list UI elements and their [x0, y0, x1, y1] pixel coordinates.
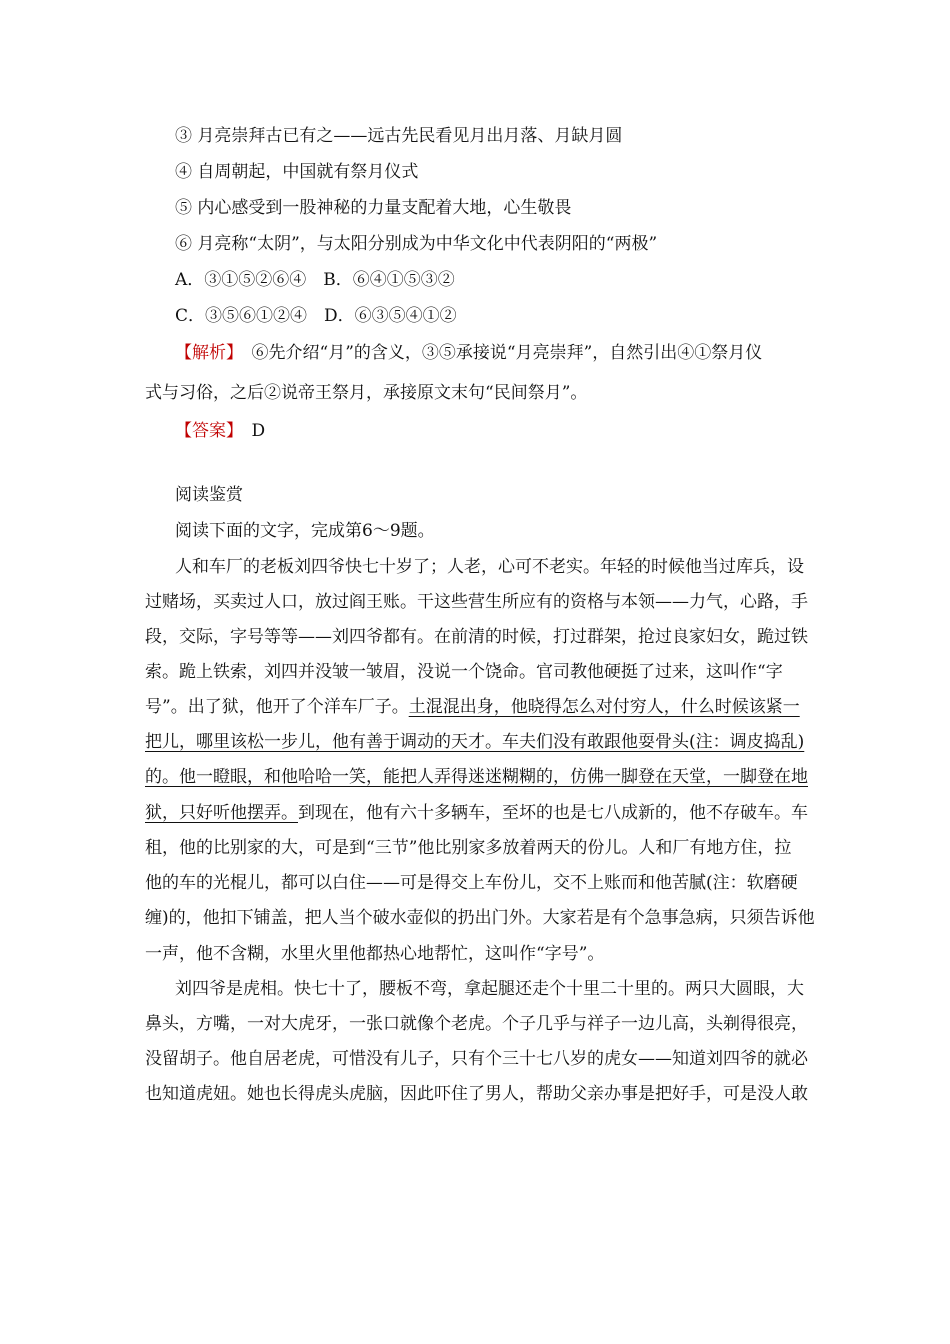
- section-title: 阅读鉴赏: [175, 485, 243, 505]
- underlined-line: 的。他一瞪眼，和他哈哈一笑，能把人弄得迷迷糊糊的，仿佛一脚登在天堂，一脚登在地: [145, 767, 808, 787]
- passage-line: 一声，他不含糊，水里火里他都热心地帮忙，这叫作“字号”。: [145, 944, 605, 964]
- underlined-text: 土混混出身，他晓得怎么对付穷人，什么时候该紧一: [408, 697, 800, 717]
- passage-line: 索。跪上铁索，刘四并没皱一皱眉，没说一个饶命。官司教他硬挺了过来，这叫作“字: [145, 662, 783, 682]
- passage-line: [145, 802, 808, 824]
- passage-line: 刘四爷是虎相。快七十了，腰板不弯，拿起腿还走个十里二十里的。两只大圆眼，大: [175, 979, 804, 999]
- analysis-text-1: ⑥先介绍“月”的含义，③⑤承接说“月亮崇拜”，自然引出④①祭月仪: [234, 343, 763, 363]
- option-item-4: ④ 自周朝起，中国就有祭月仪式: [175, 162, 419, 182]
- option-item-5: ⑤ 内心感受到一股神秘的力量支配着大地，心生敬畏: [175, 198, 572, 218]
- choices-c-d: C．③⑤⑥①②④ D．⑥③⑤④①②: [175, 306, 457, 326]
- answer-label: 【答案】: [175, 421, 235, 441]
- answer-line: [175, 420, 835, 442]
- passage-line: 过赌场，买卖过人口，放过阎王账。干这些营生所应有的资格与本领——力气，心路，手: [145, 592, 808, 612]
- analysis-line-1: [175, 342, 835, 364]
- passage-line: 也知道虎妞。她也长得虎头虎脑，因此吓住了男人，帮助父亲办事是把好手，可是没人敢: [145, 1084, 808, 1104]
- passage-line: [145, 696, 805, 718]
- passage-line: 人和车厂的老板刘四爷快七十岁了；人老，心可不老实。年轻的时候他当过库兵，设: [175, 557, 804, 577]
- passage-line: 鼻头，方嘴，一对大虎牙，一张口就像个老虎。个子几乎与祥子一边儿高，头剃得很亮，: [145, 1014, 808, 1034]
- choices-a-b: A．③①⑤②⑥④ B．⑥④①⑤③②: [175, 270, 455, 290]
- section-instruction: 阅读下面的文字，完成第6～9题。: [175, 521, 435, 541]
- passage-line: 没留胡子。他自居老虎，可惜没有儿子，只有个三十七八岁的虎女——知道刘四爷的就必: [145, 1049, 808, 1069]
- option-item-3: ③ 月亮崇拜古已有之——远古先民看见月出月落、月缺月圆: [175, 126, 623, 146]
- analysis-label: 【解析】: [175, 343, 235, 363]
- passage-line: 缠)的，他扣下铺盖，把人当个破水壶似的扔出门外。大家若是有个急事急病，只须告诉他: [145, 908, 815, 928]
- passage-text: 到现在，他有六十多辆车，至坏的也是七八成新的，他不存破车。车: [298, 803, 808, 823]
- underlined-line: 把儿，哪里该松一步儿，他有善于调动的天才。车夫们没有敢跟他耍骨头(注：调皮捣乱): [145, 732, 805, 752]
- analysis-line-2: 式与习俗，之后②说帝王祭月，承接原文末句“民间祭月”。: [145, 383, 588, 403]
- passage-text: 号”。出了狱，他开了个洋车厂子。: [145, 697, 409, 717]
- answer-value: D: [234, 421, 266, 441]
- passage-line: 段，交际，字号等等——刘四爷都有。在前清的时候，打过群架，抢过良家妇女，跪过铁: [145, 627, 808, 647]
- passage-line: 租，他的比别家的大，可是到“三节”他比别家多放着两天的份儿。人和厂有地方住，拉: [145, 838, 792, 858]
- option-item-6: ⑥ 月亮称“太阴”，与太阳分别成为中华文化中代表阴阳的“两极”: [175, 234, 658, 254]
- underlined-text: 狱，只好听他摆弄。: [145, 803, 298, 823]
- passage-line: 他的车的光棍儿，都可以白住——可是得交上车份儿，交不上账而和他苦腻(注：软磨硬: [145, 873, 798, 893]
